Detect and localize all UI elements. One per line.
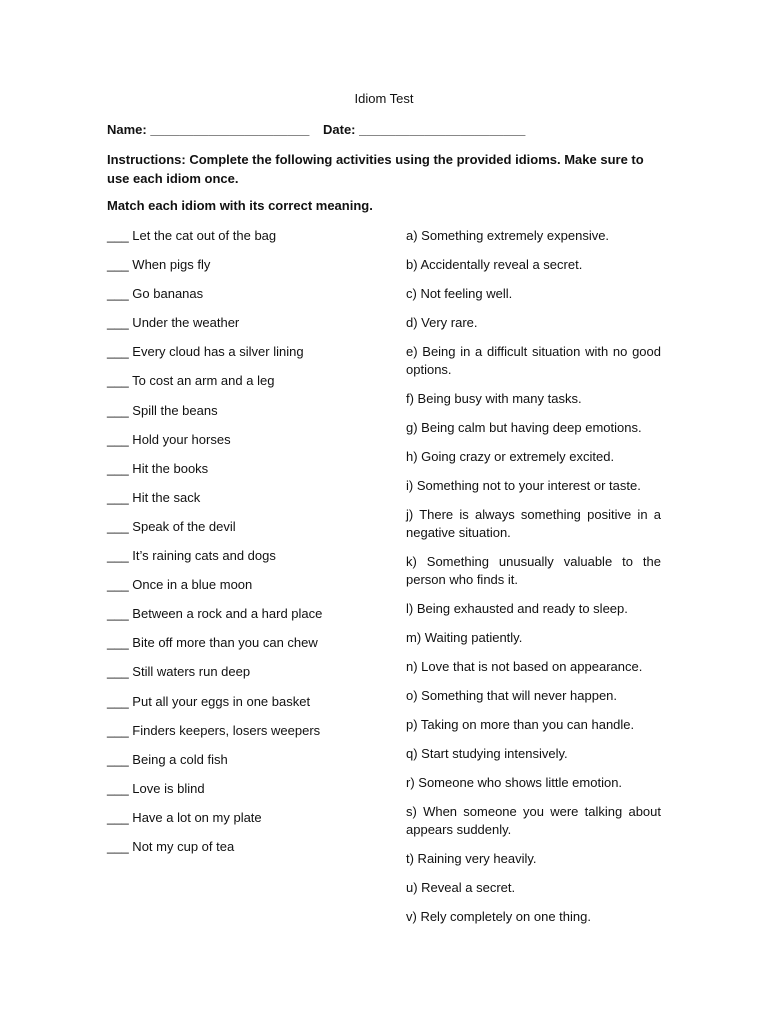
page-title: Idiom Test — [354, 91, 414, 106]
idiom-item: ___ Hit the sack — [107, 489, 201, 505]
idiom-item: ___ It’s raining cats and dogs — [107, 548, 276, 564]
meaning-item: i) Something not to your interest or taste. — [406, 478, 641, 493]
name-field-label: Name: ______________________ — [107, 122, 310, 137]
meaning-item: g) Being calm but having deep emotions. — [406, 420, 642, 435]
idiom-item: ___ Have a lot on my plate — [107, 809, 262, 825]
idiom-item: ___ Go bananas — [107, 286, 204, 302]
meaning-item: n) Love that is not based on appearance. — [406, 659, 643, 674]
idiom-item: ___ Once in a blue moon — [107, 577, 253, 593]
idiom-item: ___ Let the cat out of the bag — [107, 228, 277, 243]
meaning-item: j) There is always something positive in a negative situation. — [406, 507, 661, 540]
meaning-item: c) Not feeling well. — [406, 286, 513, 301]
meaning-item: p) Taking on more than you can handle. — [406, 717, 635, 732]
idiom-item: ___ When pigs fly — [107, 257, 211, 273]
idiom-item: ___ Hit the books — [107, 460, 209, 476]
meaning-item: d) Very rare. — [406, 315, 478, 330]
idiom-item: ___ Love is blind — [107, 780, 205, 796]
meaning-item: s) When someone you were talking about appears suddenly. — [406, 804, 661, 837]
meaning-item: o) Something that will never happen. — [406, 688, 618, 703]
meaning-item: a) Something extremely expensive. — [406, 228, 610, 243]
idiom-item: ___ Speak of the devil — [107, 518, 236, 534]
meaning-item: r) Someone who shows little emotion. — [406, 775, 623, 790]
idiom-item: ___ Every cloud has a silver lining — [107, 344, 304, 360]
meaning-item: l) Being exhausted and ready to sleep. — [406, 601, 628, 616]
idiom-item: ___ Finders keepers, losers weepers — [107, 722, 321, 738]
meaning-item: f) Being busy with many tasks. — [406, 391, 582, 406]
idiom-item: ___ Being a cold fish — [107, 751, 228, 767]
meaning-item: t) Raining very heavily. — [406, 851, 537, 866]
match-heading: Match each idiom with its correct meaning. — [107, 198, 373, 213]
idiom-item: ___ Under the weather — [107, 315, 240, 331]
idiom-list — [107, 227, 392, 867]
meaning-item: u) Reveal a secret. — [406, 880, 516, 895]
idiom-item: ___ Spill the beans — [107, 402, 218, 418]
idiom-item: ___ Between a rock and a hard place — [107, 606, 323, 622]
idiom-item: ___ Not my cup of tea — [107, 838, 235, 854]
meaning-item: b) Accidentally reveal a secret. — [406, 257, 583, 272]
date-field-label: Date: _______________________ — [323, 122, 526, 137]
meaning-list — [406, 227, 661, 937]
idiom-item: ___ Still waters run deep — [107, 664, 251, 680]
idiom-item: ___ To cost an arm and a leg — [107, 373, 275, 389]
meaning-item: q) Start studying intensively. — [406, 746, 568, 761]
meaning-item: k) Something unusually valuable to the person who finds it. — [406, 554, 661, 587]
idiom-item: ___ Hold your horses — [107, 431, 231, 447]
idiom-item: ___ Put all your eggs in one basket — [107, 693, 311, 709]
meaning-item: m) Waiting patiently. — [406, 630, 523, 645]
meaning-item: h) Going crazy or extremely excited. — [406, 449, 615, 464]
meaning-item: e) Being in a difficult situation with no good options. — [406, 344, 661, 377]
meaning-item: v) Rely completely on one thing. — [406, 909, 591, 924]
idiom-item: ___ Bite off more than you can chew — [107, 635, 318, 651]
instructions-text: Instructions: Complete the following activities using the provided idioms. Make sure to use each idiom once. — [107, 152, 644, 186]
